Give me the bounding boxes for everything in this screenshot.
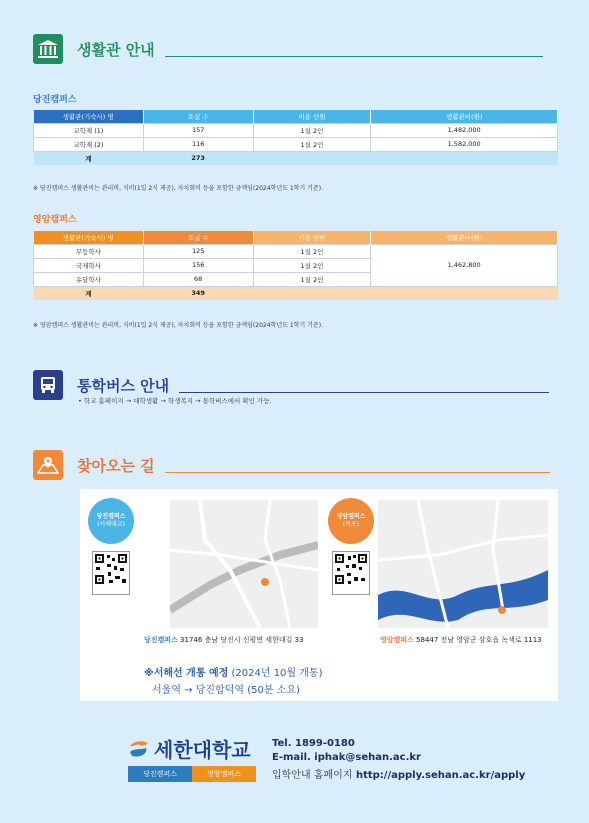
- total-label: 계: [34, 151, 144, 165]
- cell: 1실 2인: [253, 272, 371, 286]
- cell: 1,582,000: [371, 137, 558, 151]
- dangjin-address: [144, 635, 304, 645]
- fee-cell: 1,462,800: [371, 244, 558, 286]
- col-header: 호실 수: [143, 110, 253, 123]
- directions-title: 찾아오는 길: [77, 456, 155, 475]
- total-row: [34, 286, 558, 300]
- table-row: [34, 123, 558, 137]
- addr-text: 58447 전남 영암군 삼호읍 녹색로 1113: [416, 636, 542, 644]
- footer-tab-yeongam: 영암캠퍼스: [192, 766, 256, 782]
- bus-icon: [33, 370, 63, 400]
- col-header: 생활관비(원): [371, 231, 558, 244]
- cell: 156: [143, 258, 253, 272]
- footer-tel: Tel. 1899-0180: [272, 738, 355, 749]
- col-header: 생활관(기숙사) 명: [34, 110, 144, 123]
- col-header: 호실 수: [143, 231, 253, 244]
- cell: 무등학사: [34, 244, 144, 258]
- cell: 1실 2인: [253, 244, 371, 258]
- homepage-url[interactable]: http://apply.sehan.ac.kr/apply: [355, 770, 526, 781]
- badge-sub: (서해대교): [97, 521, 125, 528]
- yeongam-address: [380, 635, 542, 645]
- building-icon: [33, 34, 63, 64]
- bus-title: 통학버스 안내: [77, 376, 170, 395]
- table-row: [34, 244, 558, 258]
- col-header: 생활관비(원): [371, 110, 558, 123]
- cell: 1실 2인: [253, 123, 371, 137]
- total-row: [34, 151, 558, 165]
- cell: 125: [143, 244, 253, 258]
- footer-tab-dangjin: 당진캠퍼스: [128, 766, 192, 782]
- notice-rest: (2024년 10월 개통): [231, 668, 323, 679]
- directions-section-header: [33, 450, 550, 480]
- badge-title: 당진캠퍼스: [96, 513, 126, 521]
- notice-bold: ※서해선 개통 예정: [144, 668, 229, 679]
- total-value: 349: [143, 286, 253, 300]
- total-value: 273: [143, 151, 253, 165]
- cell: 1,482,000: [371, 123, 558, 137]
- directions-divider: [165, 472, 550, 473]
- dorm-title: 생활관 안내: [77, 40, 155, 59]
- logo-text: 세한대학교: [154, 738, 251, 762]
- directions-panel: [80, 489, 558, 701]
- bus-desc: • 학교 홈페이지 → 대학생활 → 학생복지 → 통학버스에서 확인 가능.: [78, 397, 272, 405]
- cell: 68: [143, 272, 253, 286]
- dangjin-badge: [88, 498, 134, 544]
- dangjin-qr-code: [92, 551, 130, 595]
- homepage-label: 입학안내 홈페이지: [272, 770, 353, 781]
- yeongam-dorm-table: [33, 231, 558, 301]
- sehan-logo: [128, 734, 251, 763]
- addr-label: 당진캠퍼스: [144, 636, 178, 644]
- badge-sub: (목포): [342, 521, 360, 528]
- yeongam-qr-code: [332, 551, 370, 595]
- col-header: 이용 인원: [253, 231, 371, 244]
- table-row: [34, 137, 558, 151]
- cell: 교학재 (2): [34, 137, 144, 151]
- addr-label: 영암캠퍼스: [380, 636, 414, 644]
- footer-homepage: [272, 766, 525, 781]
- cell: 1실 2인: [253, 258, 371, 272]
- dangjin-note: ※ 당진캠퍼스 생활관비는 관리비, 식비(1일 2식 제공), 자치회비 등을 포함한 금액임(2024학년도 1학기 기준).: [33, 185, 323, 192]
- dorm-section-header: [33, 34, 543, 64]
- yeongam-badge: [328, 498, 374, 544]
- badge-title: 영암캠퍼스: [336, 513, 366, 521]
- dangjin-map: [170, 500, 318, 628]
- yeongam-map: [378, 500, 548, 628]
- cell: 교학재 (1): [34, 123, 144, 137]
- cell: 1실 2인: [253, 137, 371, 151]
- railway-notice: [144, 664, 322, 679]
- footer-email: E-mail. iphak@sehan.ac.kr: [272, 752, 421, 763]
- cell: 유달학사: [34, 272, 144, 286]
- total-label: 계: [34, 286, 144, 300]
- col-header: 이용 인원: [253, 110, 371, 123]
- cell: 116: [143, 137, 253, 151]
- dangjin-label: 당진캠퍼스: [33, 95, 77, 105]
- bus-divider: [179, 392, 549, 393]
- yeongam-note: ※ 영암캠퍼스 생활관비는 관리비, 식비(1일 2식 제공), 자치회비 등을 포함한 금액임(2024학년도 1학기 기준).: [33, 322, 323, 329]
- railway-route: 서울역 → 당진합덕역 (50분 소요): [152, 685, 300, 696]
- dorm-divider: [165, 56, 543, 57]
- map-pin-icon: [33, 450, 63, 480]
- yeongam-label: 영암캠퍼스: [33, 215, 77, 225]
- sehan-logo-icon: [128, 738, 150, 760]
- col-header: 생활관(기숙사) 명: [34, 231, 144, 244]
- addr-text: 31746 충남 당진시 신평면 세한대길 33: [180, 636, 304, 644]
- cell: 157: [143, 123, 253, 137]
- cell: 국제학사: [34, 258, 144, 272]
- dangjin-dorm-table: [33, 110, 558, 166]
